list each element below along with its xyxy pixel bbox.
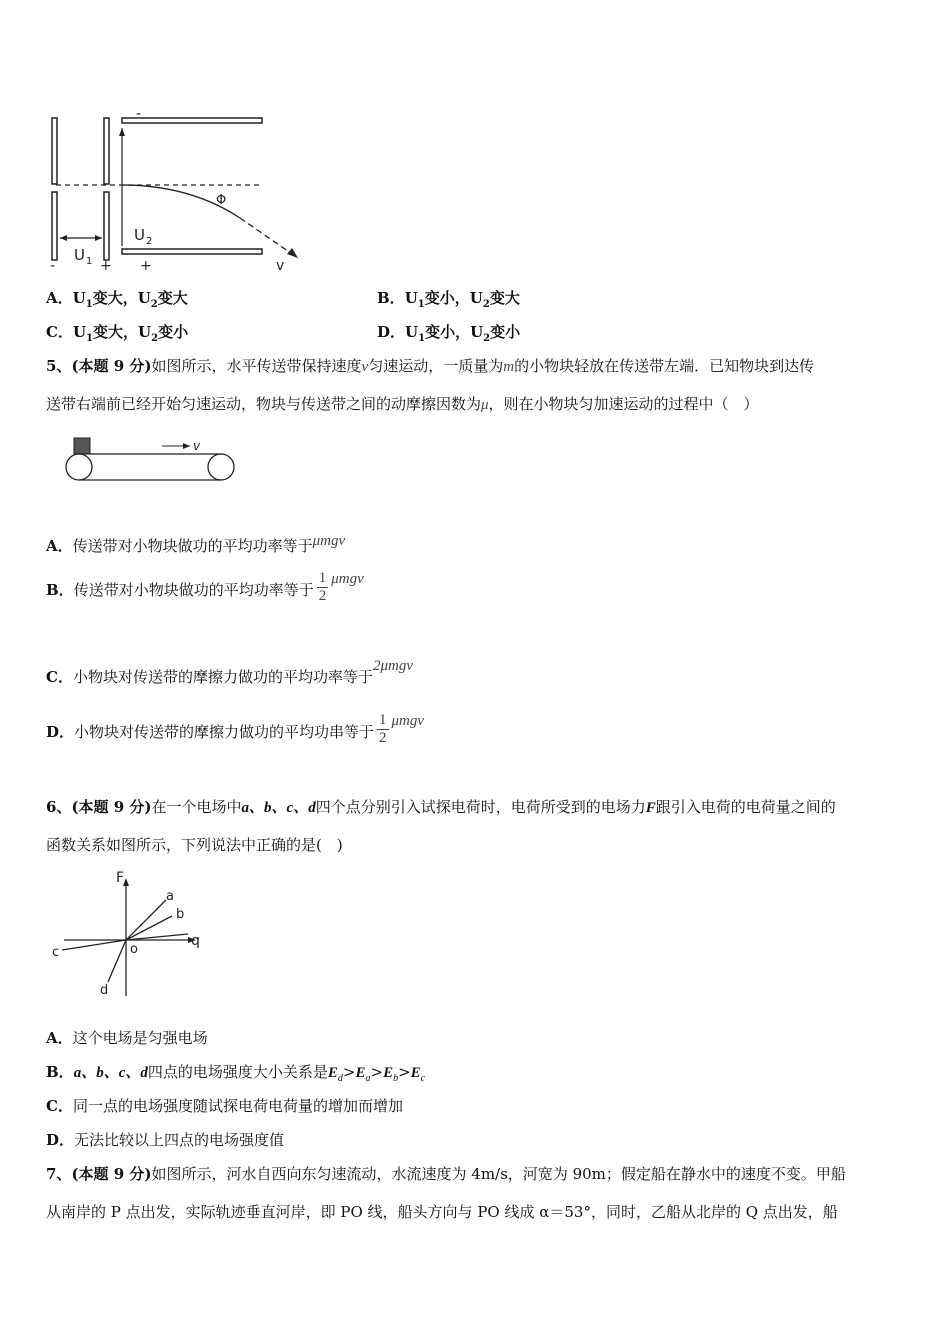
q7-stem-line1: 7、(本题 9 分)如图所示，河水自西向东匀速流动，水流速度为 4m/s，河宽为 90m；假定船在静水中的速度不变。甲船: [46, 1165, 846, 1183]
q6-option-c: C．同一点的电场强度随试探电荷电荷量的增加而增加: [46, 1097, 403, 1115]
block: [74, 438, 90, 454]
minus-left-label: -: [50, 258, 56, 274]
q4-option-a: A．$U_1$变大，$U_2$变大: [46, 289, 188, 310]
line-a-label: a: [166, 889, 174, 904]
q7-stem-line2: 从南岸的 P 点出发，实际轨迹垂直河岸，即 PO 线，船头方向与 PO 线成 α＝53°，同时，乙船从北岸的 Q 点出发，船: [46, 1203, 838, 1221]
q6-option-d: D．无法比较以上四点的电场强度值: [46, 1131, 285, 1149]
q5-option-d: D．小物块对传送带的摩擦力做功的平均功串等于 $\frac{1}{2}$ μmgv: [46, 712, 425, 746]
q5-option-a: A．传送带对小物块做功的平均功率等于μmgv: [46, 533, 346, 555]
plus-bottom-label: +: [140, 258, 152, 274]
q6-stem-line2: 函数关系如图所示，下列说法中正确的是( ): [46, 836, 343, 854]
q4-option-c: C．$U_1$变大，$U_2$变小: [46, 323, 189, 344]
axis-q-label: q: [191, 933, 200, 949]
q6-option-b: B．a、b、c、d四点的电场强度大小关系是$E_d>E_a>E_b>E_c$: [46, 1063, 426, 1084]
f-q-graph: [48, 866, 208, 998]
u2-sub: 2: [146, 236, 153, 247]
plus-left-label: +: [100, 258, 112, 274]
q4-option-b: B．$U_1$变小，$U_2$变大: [377, 289, 520, 310]
v-label: v: [276, 258, 285, 274]
u1-label: U: [74, 246, 85, 264]
deflection-diagram: [40, 108, 310, 274]
u2-label: U: [134, 226, 145, 244]
q5-stem-line2: 送带右端前已经开始匀速运动，物块与传送带之间的动摩擦因数为μ，则在小物块匀加速运动的过程中（ ）: [46, 395, 759, 413]
axis-f-label: F: [116, 870, 125, 886]
minus-top-label: -: [136, 108, 142, 122]
line-c-label: c: [52, 945, 60, 960]
q6-option-a: A．这个电场是匀强电场: [46, 1029, 208, 1047]
conveyor-v-label: v: [193, 439, 201, 453]
line-d-label: d: [100, 983, 109, 998]
q5-option-b: B．传送带对小物块做功的平均功率等于 $\frac{1}{2}$ μmgv: [46, 570, 364, 604]
q5-option-c: C．小物块对传送带的摩擦力做功的平均功率等于2μmgv: [46, 658, 413, 686]
phi-label: Φ: [216, 193, 227, 208]
q4-option-d: D．$U_1$变小，$U_2$变小: [377, 323, 521, 344]
line-b-label: b: [176, 907, 185, 922]
q6-stem-line1: 6、(本题 9 分)在一个电场中a、b、c、d四个点分别引入试探电荷时，电荷所受到的电场力F跟引入电荷的电荷量之间的: [46, 798, 836, 816]
u1-sub: 1: [86, 256, 93, 267]
conveyor-diagram: [62, 434, 242, 486]
origin-label: o: [130, 942, 138, 957]
q5-stem-line1: 5、(本题 9 分)如图所示，水平传送带保持速度v匀速运动，一质量为m的小物块轻放在传送带左端．已知物块到达传: [46, 357, 815, 375]
